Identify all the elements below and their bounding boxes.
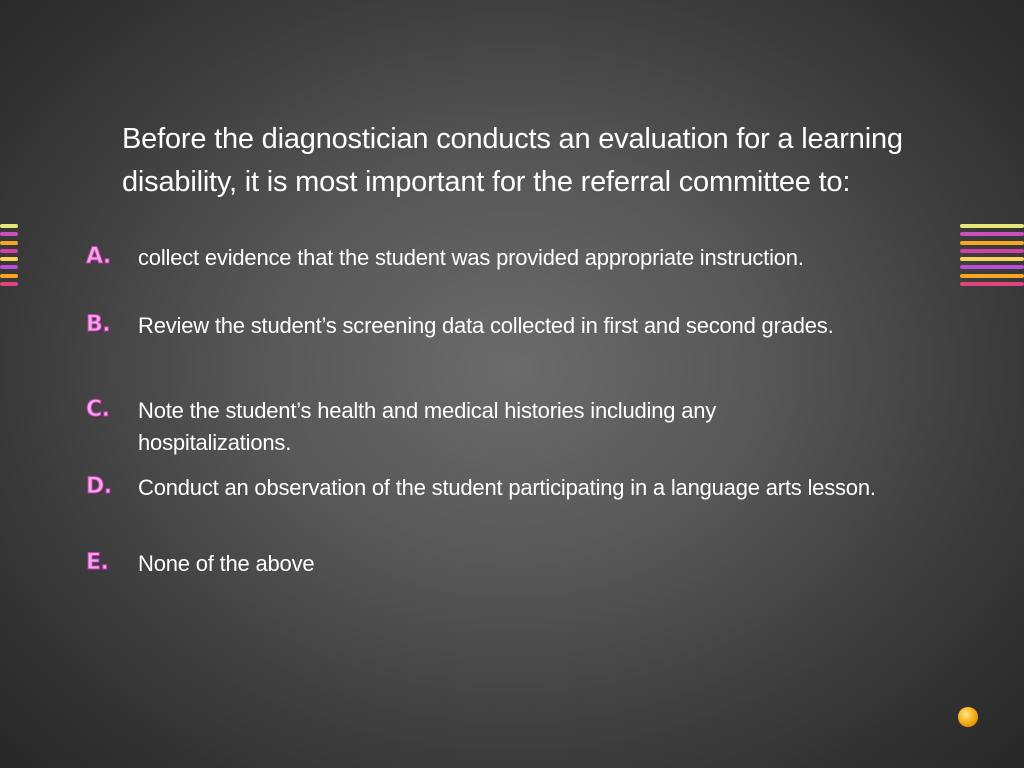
decorative-stripe <box>960 232 1024 236</box>
option-b-letter: B. <box>86 312 111 337</box>
right-stripe-decoration <box>960 224 1024 286</box>
option-e[interactable] <box>86 548 946 580</box>
orange-orb-icon[interactable] <box>958 707 978 727</box>
option-d-letter: D. <box>86 474 112 499</box>
option-a-letter: A. <box>86 244 111 269</box>
option-c-text: Note the student’s health and medical histories including any hospitalizations. <box>138 398 717 455</box>
option-d-text: Conduct an observation of the student participating in a language arts lesson. <box>138 475 876 500</box>
decorative-stripe <box>960 282 1024 286</box>
decorative-stripe <box>0 249 18 253</box>
decorative-stripe <box>960 265 1024 269</box>
decorative-stripe <box>960 224 1024 228</box>
decorative-stripe <box>0 265 18 269</box>
decorative-stripe <box>0 282 18 286</box>
decorative-stripe <box>0 224 18 228</box>
decorative-stripe <box>960 249 1024 253</box>
decorative-stripe <box>960 257 1024 261</box>
left-stripe-decoration <box>0 224 18 286</box>
option-a[interactable] <box>86 242 946 274</box>
option-e-text: None of the above <box>138 551 315 576</box>
option-b-text: Review the student’s screening data collected in first and second grades. <box>138 313 834 338</box>
decorative-stripe <box>960 274 1024 278</box>
answer-options <box>86 0 946 768</box>
decorative-stripe <box>0 241 18 245</box>
decorative-stripe <box>0 232 18 236</box>
option-e-letter: E. <box>86 550 109 575</box>
option-c[interactable] <box>86 395 826 459</box>
decorative-stripe <box>0 257 18 261</box>
question-text: Before the diagnostician conducts an evaluation for a learning disability, it is most important for the referral committee to: <box>122 123 903 198</box>
option-a-text: collect evidence that the student was provided appropriate instruction. <box>138 245 804 270</box>
option-b[interactable] <box>86 310 946 342</box>
decorative-stripe <box>0 274 18 278</box>
option-d[interactable] <box>86 472 926 504</box>
decorative-stripe <box>960 241 1024 245</box>
option-c-letter: C. <box>86 397 110 422</box>
